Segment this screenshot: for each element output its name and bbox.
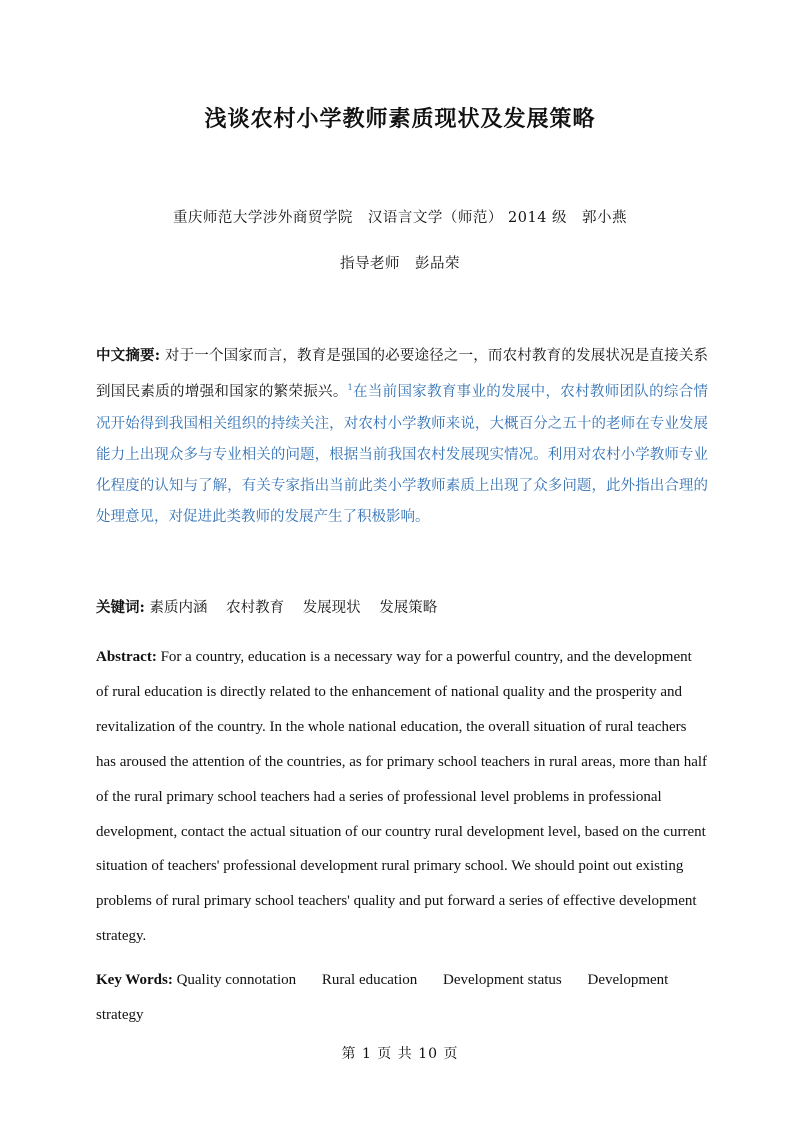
english-abstract-text: For a country, education is a necessary way for a powerful country, and the development of rural education is directly related to the enhancement of national quality and the prosperity and revitalization of the country. In the whole national education, the overall situation of rural teachers has aroused the attention of the countries, as for primary school teachers in rural areas, more than half of the rural primary school teachers had a series of professional level problems in professional development, contact the actual situation of our country rural development level, based on the current situation of teachers' professional development rural primary school. We should point out existing problems of rural primary school teachers' quality and put forward a series of effective development strategy. [96, 649, 708, 945]
paper-title: 浅谈农村小学教师素质现状及发展策略 [204, 106, 596, 132]
english-abstract-label: Abstract: [96, 649, 157, 665]
english-keyword: Quality connotation [176, 972, 297, 988]
english-keyword: Rural education [321, 972, 418, 988]
chinese-keyword: 素质内涵 [149, 600, 208, 616]
author-line: 重庆师范大学涉外商贸学院 汉语言文学（师范） 2014 级 郭小燕 [172, 210, 628, 226]
chinese-keywords [96, 596, 708, 620]
chinese-abstract-highlighted-text: 在当前国家教育事业的发展中，农村教师团队的综合情况开始得到我国相关组织的持续关注，对农村小学教师来说，大概百分之五十的老师在专业发展能力上出现众多与专业相关的问题，根据当前我国农村发展现实情况。利用对农村小学教师专业化程度的认知与了解，有关专家指出当前此类小学教师素质上出现了众多问题，此外指出合理的处理意见，对促进此类教师的发展产生了积极影响。 [96, 384, 709, 526]
english-keyword: Development status [443, 972, 562, 988]
chinese-keyword: 发展现状 [302, 600, 361, 616]
chinese-abstract [96, 340, 708, 534]
footnote-marker[interactable]: 1 [347, 383, 353, 393]
chinese-abstract-label: 中文摘要: [96, 347, 161, 364]
chinese-keyword: 发展策略 [379, 600, 438, 616]
chinese-keywords-label: 关键词: [96, 599, 145, 616]
chinese-keyword: 农村教育 [226, 600, 285, 616]
chinese-abstract-text: 对于一个国家而言，教育是强国的必要途径之一，而农村教育的发展状况是直接关系到国民素质的增强和国家的繁荣振兴。 [96, 348, 709, 401]
advisor-line: 指导老师 彭品荣 [340, 256, 460, 272]
english-keywords-label: Key Words: [96, 972, 173, 988]
english-keywords [96, 963, 708, 1033]
english-keyword: Development strategy [96, 972, 669, 1023]
page-number-footer: 第 1 页 共 10 页 [341, 1046, 459, 1062]
english-abstract [96, 640, 708, 954]
